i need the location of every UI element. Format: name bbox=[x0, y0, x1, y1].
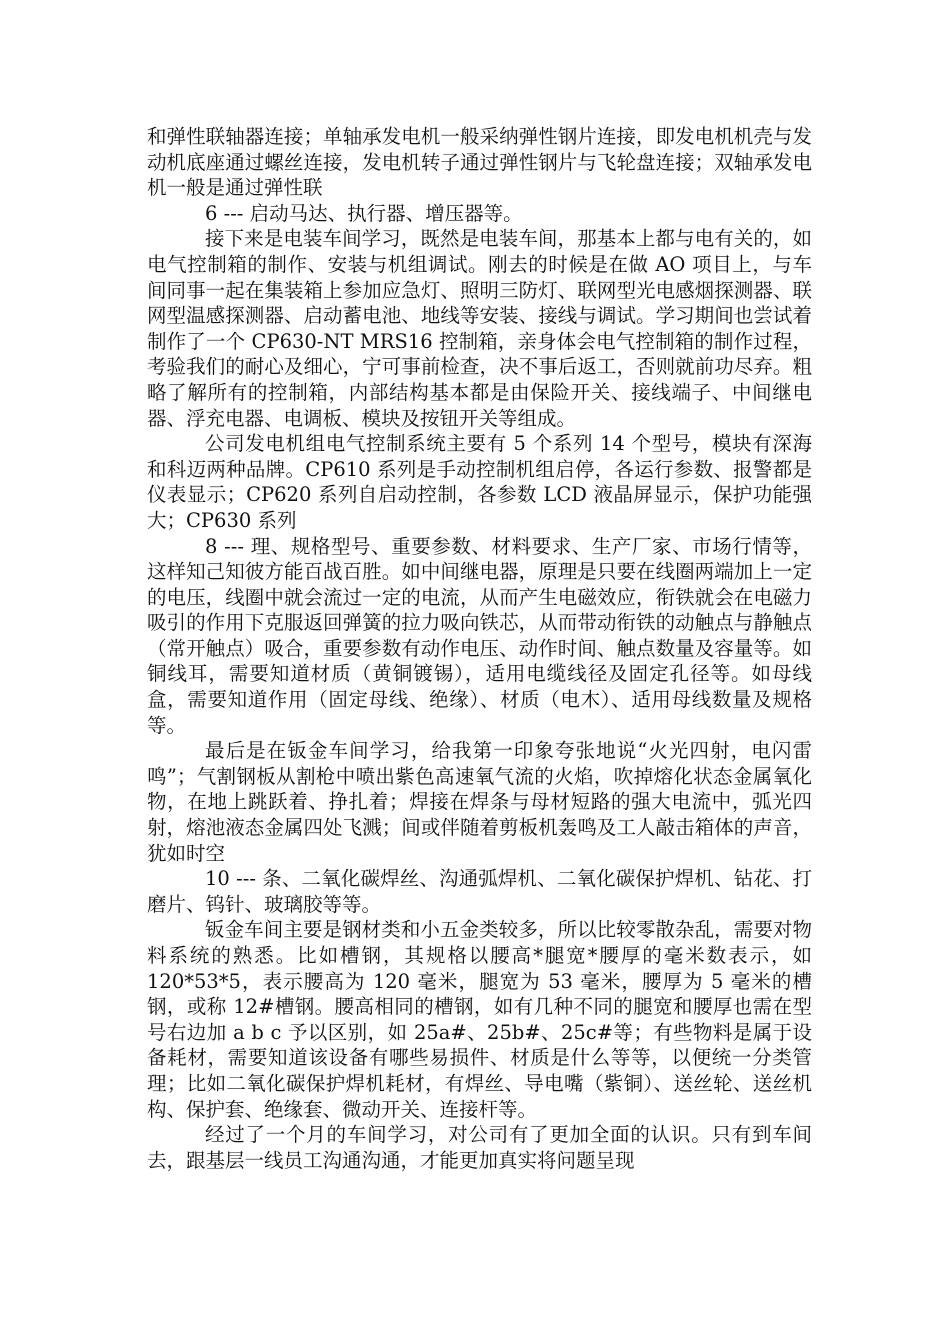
paragraph-7: 10 --- 条、二氧化碳焊丝、沟通弧焊机、二氧化碳保护焊机、钻花、打磨片、钨针、玻璃胶等等。 bbox=[147, 867, 812, 916]
paragraph-9: 经过了一个月的车间学习，对公司有了更加全面的认识。只有到车间去，跟基层一线员工沟通沟通，才能更加真实将问题呈现 bbox=[147, 1123, 812, 1172]
paragraph-8: 钣金车间主要是钢材类和小五金类较多，所以比较零散杂乱，需要对物料系统的熟悉。比如槽钢，其规格以腰高*腿宽*腰厚的毫米数表示，如 120*53*5，表示腰高为 120 毫米，腿宽为 53 毫米，腰厚为 5 毫米的槽钢，或称 12#槽钢。腰高相同的槽钢，如有几种不同的腿宽和腰厚也需在型号右边加 a b c 予以区别，如 25a#、25b#、25c#等；有些物料是属于设备耗材，需要知道该设备有哪些易损件、材质是什么等等，以便统一分类管理；比如二氧化碳保护焊机耗材，有焊丝、导电嘴（紫铜）、送丝轮、送丝机构、保护套、绝缘套、微动开关、连接杆等。 bbox=[147, 918, 812, 1121]
paragraph-4: 公司发电机组电气控制系统主要有 5 个系列 14 个型号，模块有深海和科迈两种品牌。CP610 系列是手动控制机组启停，各运行参数、报警都是仪表显示；CP620 系列自启动控制，各参数 LCD 液晶屏显示，保护功能强大；CP630 系列 bbox=[147, 432, 812, 532]
paragraph-6: 最后是在钣金车间学习，给我第一印象夸张地说“火光四射，电闪雷鸣”；气割钢板从割枪中喷出紫色高速氧气流的火焰，吹掉熔化状态金属氧化物，在地上跳跃着、挣扎着；焊接在焊条与母材短路的强大电流中，弧光四射，熔池液态金属四处飞溅；间或伴随着剪板机轰鸣及工人敲击箱体的声音，犹如时空 bbox=[147, 739, 812, 865]
paragraph-2: 6 --- 启动马达、执行器、增压器等。 bbox=[205, 201, 523, 225]
paragraph-1: 和弹性联轴器连接；单轴承发电机一般采纳弹性钢片连接，即发电机机壳与发动机底座通过螺丝连接，发电机转子通过弹性钢片与飞轮盘连接；双轴承发电机一般是通过弹性联 bbox=[147, 125, 812, 200]
document-body bbox=[147, 124, 812, 1173]
paragraph-3: 接下来是电装车间学习，既然是电装车间，那基本上都与电有关的，如电气控制箱的制作、安装与机组调试。刚去的时候是在做 AO 项目上，与车间同事一起在集装箱上参加应急灯、照明三防灯、联网型光电感烟探测器、联网型温感探测器、启动蓄电池、地线等安装、接线与调试。学习期间也尝试着制作了一个 CP630-NT MRS16 控制箱，亲身体会电气控制箱的制作过程，考验我们的耐心及细心，宁可事前检查，决不事后返工，否则就前功尽弃。粗略了解所有的控制箱，内部结构基本都是由保险开关、接线端子、中间继电器、浮充电器、电调板、模块及按钮开关等组成。 bbox=[147, 227, 812, 430]
paragraph-5: 8 --- 理、规格型号、重要参数、材料要求、生产厂家、市场行情等，这样知己知彼方能百战百胜。如中间继电器，原理是只要在线圈两端加上一定的电压，线圈中就会流过一定的电流，从而产生电磁效应，衔铁就会在电磁力吸引的作用下克服返回弹簧的拉力吸向铁芯，从而带动衔铁的动触点与静触点（常开触点）吸合，重要参数有动作电压、动作时间、触点数量及容量等。如铜线耳，需要知道材质（黄铜镀锡），适用电缆线径及固定孔径等。如母线盒，需要知道作用（固定母线、绝缘）、材质（电木）、适用母线数量及规格等。 bbox=[147, 534, 812, 737]
